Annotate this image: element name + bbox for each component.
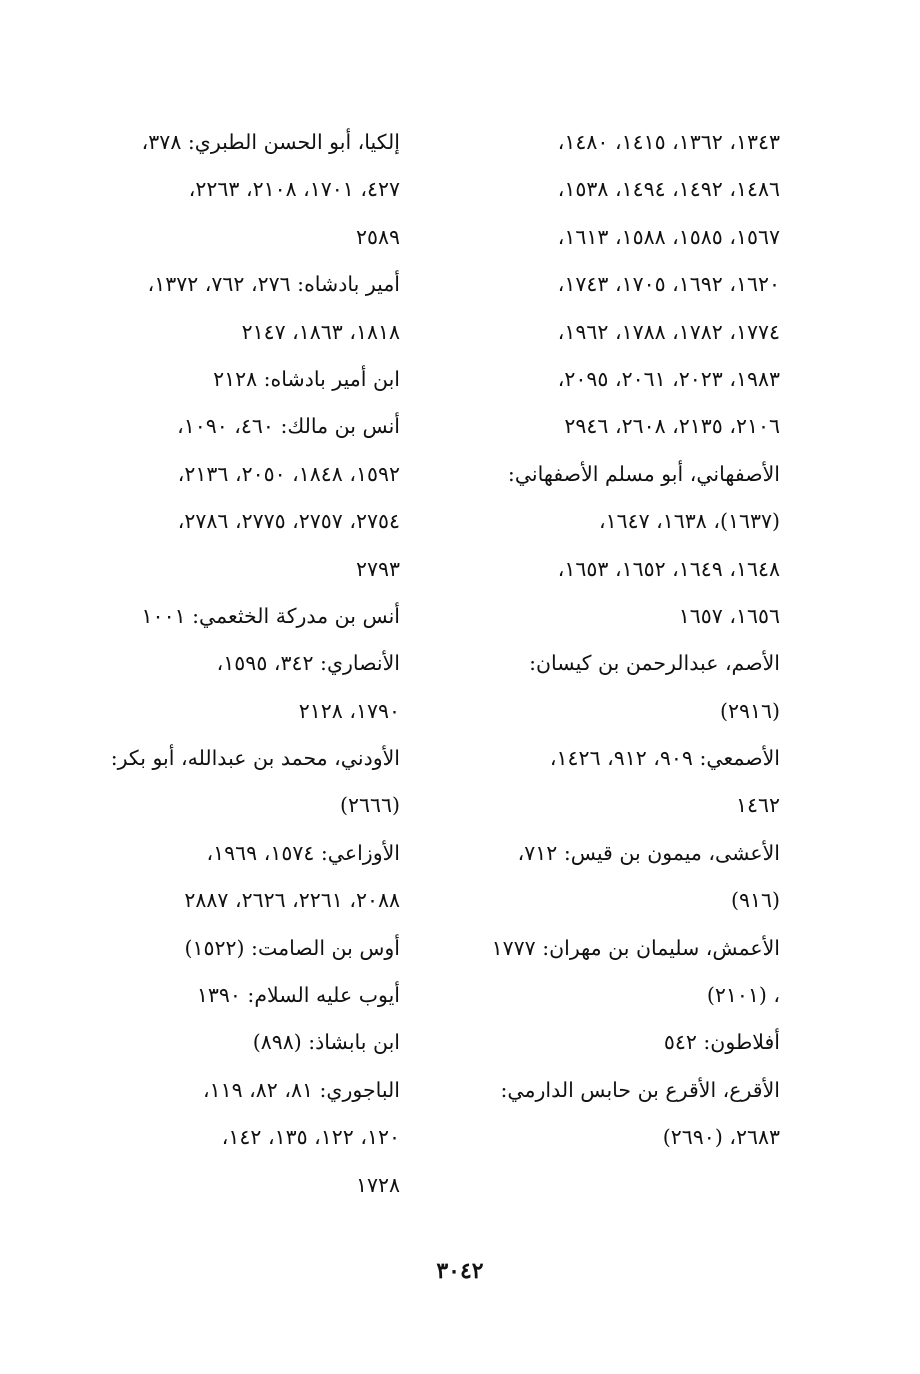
index-line: ١٣٤٣، ١٣٦٢، ١٤١٥، ١٤٨٠، [557,130,780,154]
index-line: ١٥٩٢، ١٨٤٨، ٢٠٥٠، ٢١٣٦، [177,461,400,486]
index-entry-heading: أفلاطون: ٥٤٢ [663,1030,780,1055]
index-entry-heading: الأصمعي: ٩٠٩، ٩١٢، ١٤٢٦، [549,746,780,771]
index-entry-heading: أوس بن الصامت: (١٥٢٢) [184,935,400,960]
index-line: ١٨١٨، ١٨٦٣، ٢١٤٧ [241,319,400,344]
index-line: ، (٢١٠١) [706,983,780,1008]
index-entry-heading: أيوب عليه السلام: ١٣٩٠ [196,983,400,1008]
index-line: (٢٩١٦) [719,698,780,723]
index-entry-heading: ابن أمير بادشاه: ٢١٢٨ [213,366,400,391]
index-entry-heading: الأودني، محمد بن عبدالله، أبو بكر: [110,746,400,771]
index-line: ١٧٧٤، ١٧٨٢، ١٧٨٨، ١٩٦٢، [557,319,780,344]
index-entry-heading: الأصم، عبدالرحمن بن كيسان: [529,651,780,676]
index-entry-heading: الأعمش، سليمان بن مهران: ١٧٧٧ [491,935,780,960]
index-entry-heading: أمير بادشاه: ٢٧٦، ٧٦٢، ١٣٧٢، [147,272,400,297]
index-line: ١٧٩٠، ٢١٢٨ [298,698,400,723]
index-entry-heading: إلكيا، أبو الحسن الطبري: ٣٧٨، [141,130,400,154]
index-line: ٤٢٧، ١٧٠١، ٢١٠٨، ٢٢٦٣، [188,177,400,202]
index-column-left [90,119,400,1209]
page-number: ٣٠٤٢ [436,1258,484,1284]
index-line: ١٦٢٠، ١٦٩٢، ١٧٠٥، ١٧٤٣، [557,272,780,297]
index-entry-heading: الأوزاعي: ١٥٧٤، ١٩٦٩، [206,840,400,865]
index-line: ٢٧٥٤، ٢٧٥٧، ٢٧٧٥، ٢٧٨٦، [177,509,400,534]
index-entry-heading: الأنصاري: ٣٤٢، ١٥٩٥، [216,651,400,676]
index-line: (٢٦٦٦) [339,793,400,818]
index-line: ١٤٦٢ [735,793,780,818]
index-column-right [472,119,780,1162]
index-entry-heading: أنس بن مالك: ٤٦٠، ١٠٩٠، [177,414,400,439]
index-line: ١٦٤٨، ١٦٤٩، ١٦٥٢، ١٦٥٣، [557,556,780,581]
index-entry-heading: أنس بن مدركة الخثعمي: ١٠٠١ [141,603,400,628]
index-line: ١٦٥٦، ١٦٥٧ [678,603,780,628]
index-line: (١٦٣٧)، ١٦٣٨، ١٦٤٧، [598,509,780,534]
index-entry-heading: الأعشى، ميمون بن قيس: ٧١٢، [517,840,780,865]
index-entry-heading: ابن بابشاذ: (٨٩٨) [252,1030,400,1055]
index-line: ٢٥٨٩ [355,224,400,249]
index-line: ١٩٨٣، ٢٠٢٣، ٢٠٦١، ٢٠٩٥، [557,366,780,391]
index-line: ١٢٠، ١٢٢، ١٣٥، ١٤٢، [221,1125,400,1150]
index-entry-heading: الأصفهاني، أبو مسلم الأصفهاني: [507,461,780,486]
index-line: ٢٠٨٨، ٢٢٦١، ٢٦٢٦، ٢٨٨٧ [184,888,400,913]
index-line: ١٤٨٦، ١٤٩٢، ١٤٩٤، ١٥٣٨، [557,177,780,202]
index-line: ١٧٢٨ [355,1172,400,1197]
index-entry-heading: الأقرع، الأقرع بن حابس الدارمي: [500,1077,780,1102]
index-line: ٢٦٨٣، (٢٦٩٠) [662,1125,780,1150]
index-entry-heading: الباجوري: ٨١، ٨٢، ١١٩، [202,1077,400,1102]
index-line: ٢١٠٦، ٢١٣٥، ٢٦٠٨، ٢٩٤٦ [564,414,780,439]
index-line: ١٥٦٧، ١٥٨٥، ١٥٨٨، ١٦١٣، [557,224,780,249]
index-line: ٢٧٩٣ [355,556,400,581]
index-line: (٩١٦) [730,888,780,913]
